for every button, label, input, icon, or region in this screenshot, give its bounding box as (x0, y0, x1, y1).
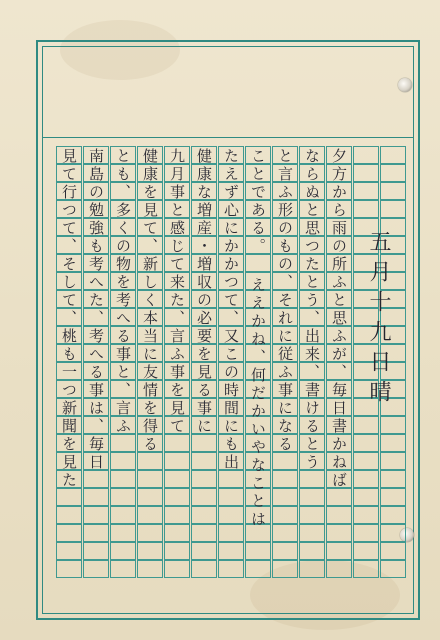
grid-cell (380, 470, 406, 488)
grid-cell (353, 488, 379, 506)
grid-cell (353, 542, 379, 560)
grid-cell (380, 560, 406, 578)
grid-cell (380, 434, 406, 452)
grid-cell (380, 200, 406, 218)
grid-cell (380, 416, 406, 434)
manuscript-line: ことである。 ええかね、何だかいやなことは (249, 148, 267, 529)
grid-cell (353, 560, 379, 578)
grid-cell (353, 146, 379, 164)
grid-cell (353, 200, 379, 218)
manuscript-line: たえず心にかかつて、又この時間にも出 (222, 148, 240, 472)
grid-cell (353, 164, 379, 182)
grid-cell (353, 182, 379, 200)
grid-cell (380, 506, 406, 524)
grid-cell (380, 542, 406, 560)
grid-cell (353, 470, 379, 488)
grid-cell (353, 506, 379, 524)
grid-cell (380, 452, 406, 470)
manuscript-line: と言ふ形のもの、それに従ふ事になる (276, 148, 294, 454)
grid-cell (380, 164, 406, 182)
manuscript-line: 健康を見て、新しく本当に友情を得る (141, 148, 159, 454)
manuscript-line: 見て行つて、そして、桃も一つ新聞を見た (60, 148, 78, 490)
diary-date-title: 五月十九日晴 (366, 230, 391, 410)
header-divider (42, 137, 414, 138)
grid-cell (380, 524, 406, 542)
manuscript-line: 九月事と感じて来た、言ふ事を見て (168, 148, 186, 436)
grid-cell (353, 452, 379, 470)
manuscript-line: 夕方から雨の所ふと思ふが、毎日書かねば (330, 148, 348, 490)
manuscript-line: 健康な増産・増収の必要を見る事に (195, 148, 213, 436)
binder-hole-top (398, 78, 412, 92)
manuscript-line: 南島の勉強も考へた、考へる事は、毎日 (87, 148, 105, 472)
grid-cell (353, 416, 379, 434)
grid-cell (380, 146, 406, 164)
grid-cell (380, 488, 406, 506)
grid-cell (380, 182, 406, 200)
manuscript-line: とも、多くの物を考へる事と、言ふ (114, 148, 132, 436)
manuscript-line: ならぬと思つたとう、出来、書けるとう (303, 148, 321, 472)
grid-cell (353, 524, 379, 542)
grid-cell (353, 434, 379, 452)
